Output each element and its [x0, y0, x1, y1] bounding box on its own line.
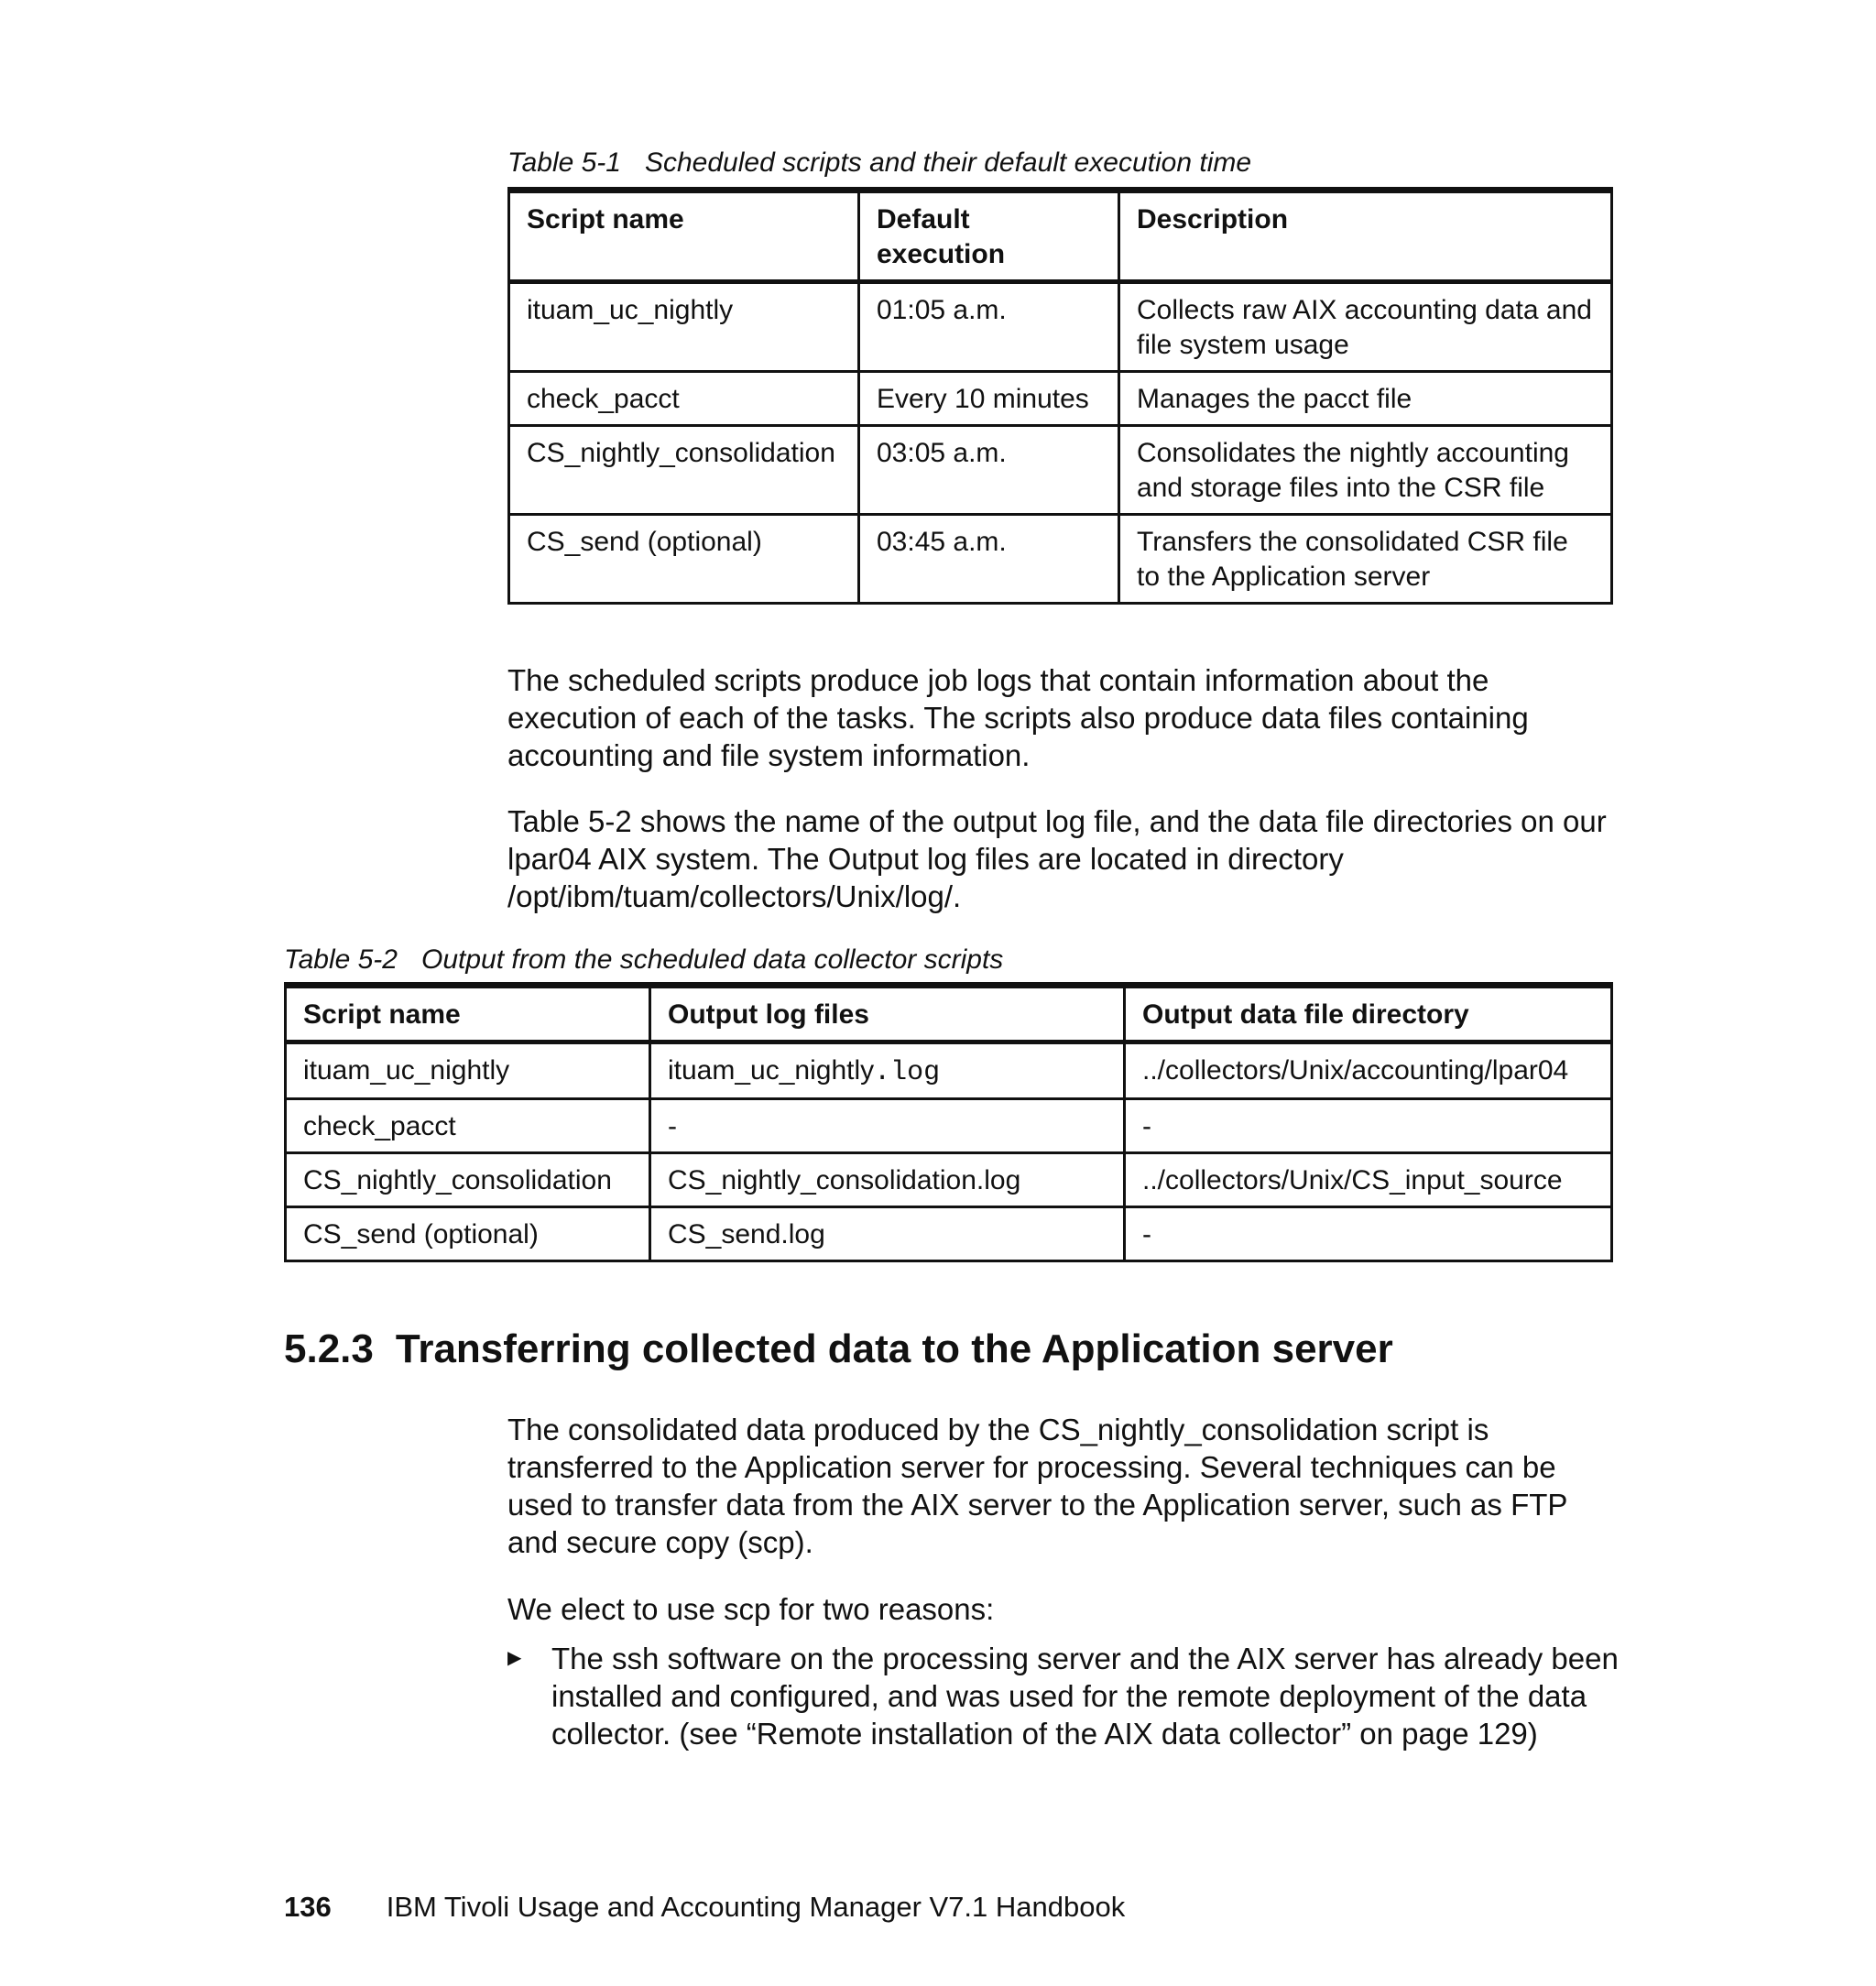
triangle-bullet-icon: ▶: [507, 1648, 522, 1668]
description-cell: Collects raw AIX accounting data and file system usage: [1119, 282, 1612, 372]
bullet-text: The ssh software on the processing server and the AIX server has already been installed and configured, and was used for the remote deployment of the data collector. (see “Remote installation of the AIX data collector” on page 129): [551, 1642, 1619, 1751]
script-name-cell: check_pacct: [286, 1099, 650, 1153]
section-paragraph-transfer: The consolidated data produced by the CS_nightly_consolidation script is transferred to the Application server for processing. Several techniques can be used to transfer data from the AIX server to the Application server, such as FTP and secure copy (scp).: [507, 1413, 1567, 1559]
output-log-cell: -: [650, 1099, 1125, 1153]
output-log-cell: CS_nightly_consolidation.log: [650, 1153, 1125, 1207]
table-5-2: [284, 982, 1613, 1262]
body-paragraph-job-logs: The scheduled scripts produce job logs that contain information about the execution of each of the tasks. The scripts also produce data files containing accounting and file system information.: [507, 663, 1529, 772]
execution-time-cell: 01:05 a.m.: [859, 282, 1119, 372]
book-title: IBM Tivoli Usage and Accounting Manager V7.1 Handbook: [386, 1891, 1126, 1923]
execution-time-cell: 03:45 a.m.: [859, 515, 1119, 604]
page-footer: [284, 1889, 1125, 1926]
output-directory-cell: -: [1125, 1207, 1612, 1261]
table-5-1: [507, 187, 1613, 605]
header-default-execution: Default execution: [859, 191, 1119, 282]
table-row: [286, 1042, 1612, 1099]
page-number: 136: [284, 1891, 332, 1923]
body-paragraph-table-5-2-intro: Table 5-2 shows the name of the output log file, and the data file directories on our lpar04 AIX system. The Output log files are located in directory /opt/ibm/tuam/collectors/Unix/log/.: [507, 804, 1607, 913]
log-file-base: ituam_uc_nightly: [668, 1055, 875, 1086]
description-cell: Consolidates the nightly accounting and storage files into the CSR file: [1119, 426, 1612, 515]
table-row: [509, 515, 1612, 604]
execution-time-cell: 03:05 a.m.: [859, 426, 1119, 515]
table-5-2-title: Output from the scheduled data collector scripts: [420, 944, 1004, 975]
description-cell: Transfers the consolidated CSR file to the Application server: [1119, 515, 1612, 604]
output-directory-cell: -: [1125, 1099, 1612, 1153]
table-header-row: [286, 986, 1612, 1042]
output-directory-cell: ../collectors/Unix/CS_input_source: [1125, 1153, 1612, 1207]
output-log-cell: [650, 1042, 1125, 1099]
table-5-1-title: Scheduled scripts and their default execution time: [644, 147, 1252, 178]
table-row: [286, 1153, 1612, 1207]
script-name-cell: check_pacct: [509, 372, 859, 426]
section-number: 5.2.3: [284, 1326, 374, 1371]
script-name-cell: CS_send (optional): [286, 1207, 650, 1261]
header-script-name: Script name: [286, 986, 650, 1042]
script-name-cell: ituam_uc_nightly: [286, 1042, 650, 1099]
section-title: Transferring collected data to the Application server: [395, 1326, 1393, 1371]
script-name-cell: ituam_uc_nightly: [509, 282, 859, 372]
output-log-cell: CS_send.log: [650, 1207, 1125, 1261]
header-output-log-files: Output log files: [650, 986, 1125, 1042]
table-5-1-caption: [507, 147, 1251, 180]
script-name-cell: CS_send (optional): [509, 515, 859, 604]
bullet-item: [507, 1640, 1625, 1752]
header-script-name: Script name: [509, 191, 859, 282]
table-5-2-caption: [284, 944, 1003, 977]
table-header-row: [509, 191, 1612, 282]
table-5-2-number: Table 5-2: [284, 944, 398, 975]
table-row: [286, 1099, 1612, 1153]
script-name-cell: CS_nightly_consolidation: [286, 1153, 650, 1207]
table-row: [286, 1207, 1612, 1261]
section-paragraph-scp-reasons: We elect to use scp for two reasons:: [507, 1592, 995, 1626]
table-5-1-number: Table 5-1: [507, 147, 621, 178]
execution-time-cell: Every 10 minutes: [859, 372, 1119, 426]
header-description: Description: [1119, 191, 1612, 282]
table-row: [509, 426, 1612, 515]
section-heading: [284, 1325, 1393, 1374]
table-row: [509, 282, 1612, 372]
script-name-cell: CS_nightly_consolidation: [509, 426, 859, 515]
table-row: [509, 372, 1612, 426]
description-cell: Manages the pacct file: [1119, 372, 1612, 426]
log-file-suffix: .log: [874, 1057, 941, 1088]
output-directory-cell: ../collectors/Unix/accounting/lpar04: [1125, 1042, 1612, 1099]
header-output-data-directory: Output data file directory: [1125, 986, 1612, 1042]
